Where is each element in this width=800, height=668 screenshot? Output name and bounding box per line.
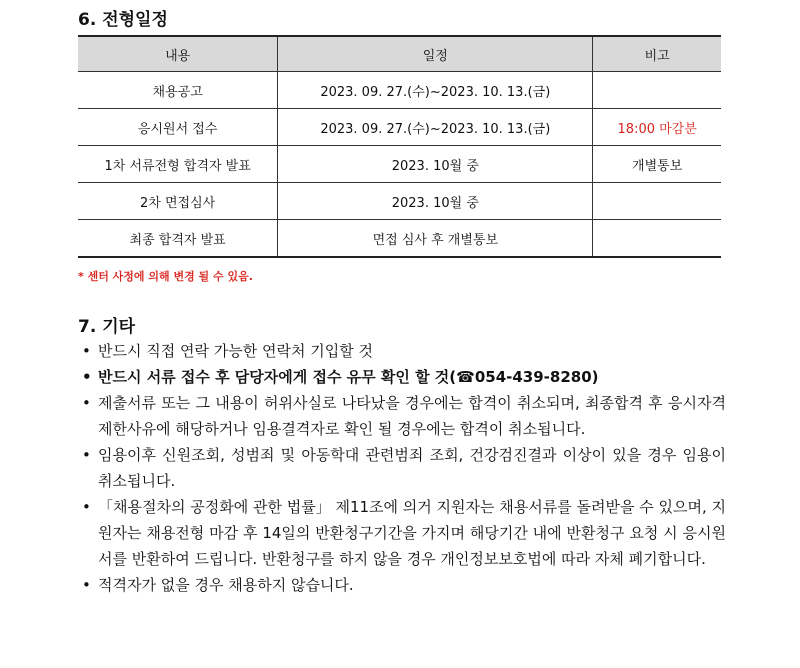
row-schedule: 2023. 10월 중 (278, 183, 593, 220)
bullet-icon: • (82, 368, 92, 386)
list-item (78, 338, 726, 364)
row-note (593, 220, 721, 258)
schedule-table (78, 35, 721, 258)
row-schedule: 면접 심사 후 개별통보 (278, 220, 593, 258)
row-schedule: 2023. 09. 27.(수)~2023. 10. 13.(금) (278, 109, 593, 146)
table-row (78, 183, 721, 220)
bullet-icon: • (82, 498, 91, 516)
row-note (593, 72, 721, 109)
list-item-text: 적격자가 없을 경우 채용하지 않습니다. (98, 576, 354, 594)
list-item-text: 「채용절차의 공정화에 관한 법률」 제11조에 의거 지원자는 채용서류를 돌려받을 수 있으며, 지원자는 채용전형 마감 후 14일의 반환청구기간을 가지며 해당기간 내에 반환청구 요청 시 응시원서를 반환하여 드립니다. 반환청구를 하지 않을 경우 개인정보보호법에 따라 자체 폐기합니다. (98, 498, 726, 568)
bullet-icon: • (82, 342, 91, 360)
row-note: 18:00 마감분 (593, 109, 721, 146)
list-item-text: 임용이후 신원조회, 성범죄 및 아동학대 관련범죄 조회, 건강검진결과 이상이 있을 경우 임용이 취소됩니다. (98, 446, 726, 490)
bullet-icon: • (82, 394, 91, 412)
bullet-icon: • (82, 576, 91, 594)
list-item (78, 494, 726, 572)
row-item: 최종 합격자 발표 (78, 220, 278, 258)
row-note: 개별통보 (593, 146, 721, 183)
section-6-title: 6. 전형일정 (78, 10, 168, 30)
row-schedule: 2023. 09. 27.(수)~2023. 10. 13.(금) (278, 72, 593, 109)
table-row (78, 109, 721, 146)
header-schedule: 일정 (278, 36, 593, 72)
list-item (78, 390, 726, 442)
header-remarks: 비고 (593, 36, 721, 72)
row-item: 응시원서 접수 (78, 109, 278, 146)
row-schedule: 2023. 10월 중 (278, 146, 593, 183)
list-item (78, 442, 726, 494)
row-note (593, 183, 721, 220)
table-row (78, 220, 721, 258)
list-item-text: 제출서류 또는 그 내용이 허위사실로 나타났을 경우에는 합격이 취소되며, 최종합격 후 응시자격 제한사유에 해당하거나 임용결격자로 확인 될 경우에는 합격이 취소됩니다. (98, 394, 726, 438)
list-item-text: 반드시 서류 접수 후 담당자에게 접수 유무 확인 할 것(☎054-439-8280) (98, 368, 599, 386)
list-item-text: 반드시 직접 연락 가능한 연락처 기입할 것 (98, 342, 373, 360)
misc-list (78, 338, 726, 598)
row-item: 채용공고 (78, 72, 278, 109)
table-row (78, 146, 721, 183)
bullet-icon: • (82, 446, 91, 464)
list-item (78, 572, 726, 598)
table-header-row (78, 36, 721, 72)
section-7-title: 7. 기타 (78, 317, 136, 337)
list-item (78, 364, 726, 390)
row-item: 2차 면접심사 (78, 183, 278, 220)
row-item: 1차 서류전형 합격자 발표 (78, 146, 278, 183)
schedule-footnote: * 센터 사정에 의해 변경 될 수 있음. (78, 270, 253, 283)
table-row (78, 72, 721, 109)
header-content: 내용 (78, 36, 278, 72)
